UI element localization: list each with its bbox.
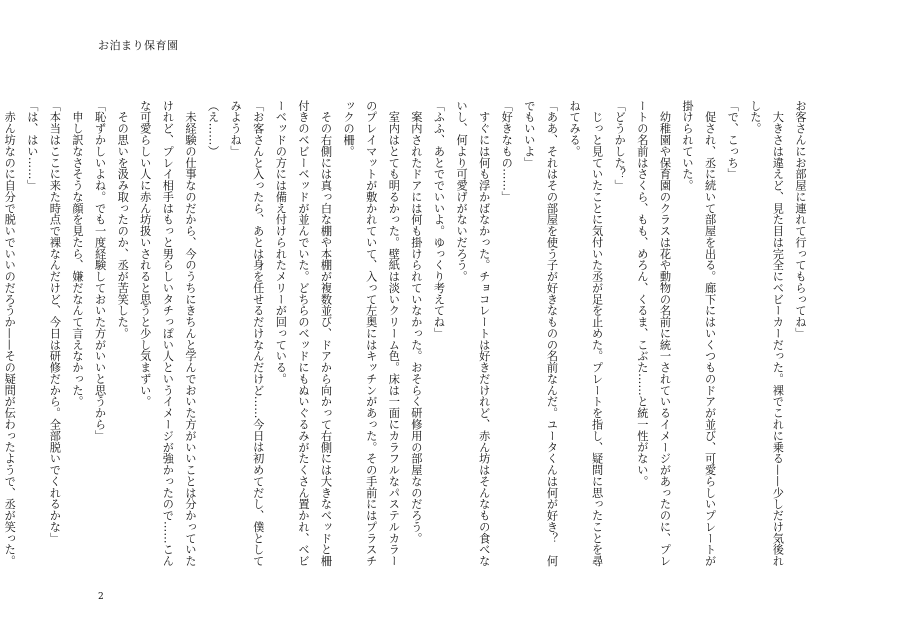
- text-line: 「で、こっち」: [726, 100, 740, 180]
- text-line: 掛けられていた。: [681, 100, 695, 192]
- page-number: 2: [98, 592, 104, 602]
- text-line: その右側には真っ白な棚や本棚が複数並び、ドアから向かって右側には大きなベッドと柵: [319, 100, 333, 567]
- text-line: 申し訳なさそうな顔を見たら、嫌だなんて言えなかった。: [71, 100, 84, 408]
- text-line: けれど、プレイ相手はもっと男らしいタチっぽい人というイメージが強かったので……こん: [161, 100, 175, 567]
- text-line: 「お客さんと入ったら、あとは身を任せるだけなんだけど……今日は初めてだし、僕として: [251, 100, 265, 567]
- text-line: 未経験の仕事なのだから、今のうちにきちんと学んでおいた方がいいことは分かっていた: [183, 100, 197, 567]
- text-line: ックの柵。: [342, 100, 356, 157]
- text-line: でもいいよ」: [522, 100, 536, 169]
- text-line: 大きさは違えど、見た目は完全にベビーカーだった。裸でこれに乗る——少しだけ気後れ: [771, 100, 785, 567]
- text-line: （え……）: [206, 100, 220, 157]
- text-line: 付きのベビーベッドが並んでいた。どちらのベッドにもぬいぐるみがたくさん置かれ、ベビ: [296, 100, 310, 567]
- text-line: その思いを汲み取ったのか、丞が苦笑した。: [116, 100, 130, 339]
- text-line: すぐには何も浮かばなかった。チョコレートは好きだけれど、赤ん坊はそんなもの食べな: [477, 100, 491, 567]
- text-line: 室内はとても明るかった。壁紙は淡いクリーム色。床は一面にカラフルなパステルカラー: [387, 100, 401, 567]
- text-line: な可愛らしい人に赤ん坊扱いされると思うと少し気まずい。: [138, 100, 152, 408]
- text-line: 促され、丞に続いて部屋を出る。廊下にはいくつものドアが並び、可愛らしいプレートが: [703, 100, 717, 567]
- text-line: のプレイマットが敷かれていて、入って左奥にはキッチンがあった。その手前にはプラスチ: [364, 100, 378, 567]
- text-line: 「恥ずかしいよね。でも一度経験しておいた方がいいと思うから」: [93, 100, 107, 442]
- text-line: みようね」: [229, 100, 243, 157]
- text-line: 「どうかした？」: [613, 100, 627, 192]
- text-line: 「ふふ、あとででいいよ。ゆっくり考えてね」: [432, 100, 446, 339]
- text-line: 「ああ、それはその部屋を使う子が好きなものの名前なんだ。ユータくんは何が好き？ 何: [545, 100, 559, 567]
- text-line: ーベッドの方には備え付けられたメリーが回っている。: [274, 100, 288, 385]
- text-line: お客さんにお部屋に連れて行ってもらってね」: [794, 100, 807, 339]
- text-line: 幼稚園や保育園のクラスは花や動物の名前に統一されているイメージがあったのに、プレ: [658, 100, 672, 567]
- body-text: [0, 100, 811, 567]
- text-line: じっと見ていたことに気付いた丞が足を止めた。プレートを指し、疑問に思ったことを尋: [590, 100, 604, 567]
- text-line: ートの名前はさくら、もも、めろん、くるま、こぶた……と統一性がない。: [635, 100, 649, 487]
- text-line: 「は、はい……」: [25, 100, 39, 192]
- running-head: お泊まり保育園: [98, 39, 179, 52]
- text-line: いし、何より可愛げがないだろう。: [455, 100, 469, 283]
- text-line: した。: [748, 100, 762, 135]
- text-line: 赤ん坊なのに自分で脱いでいいのだろうか——その疑問が伝わったようで、丞が笑った。: [3, 100, 17, 567]
- text-line: 案内されたドアには何も掛けられていなかった。おそらく研修用の部屋なのだろう。: [409, 100, 423, 544]
- text-line: 「本当はここに来た時点で裸なんだけど、今日は研修だから。全部脱いでくれるかな」: [48, 100, 62, 544]
- text-line: ねてみる。: [568, 100, 582, 157]
- text-line: 「好きなもの……」: [500, 100, 514, 203]
